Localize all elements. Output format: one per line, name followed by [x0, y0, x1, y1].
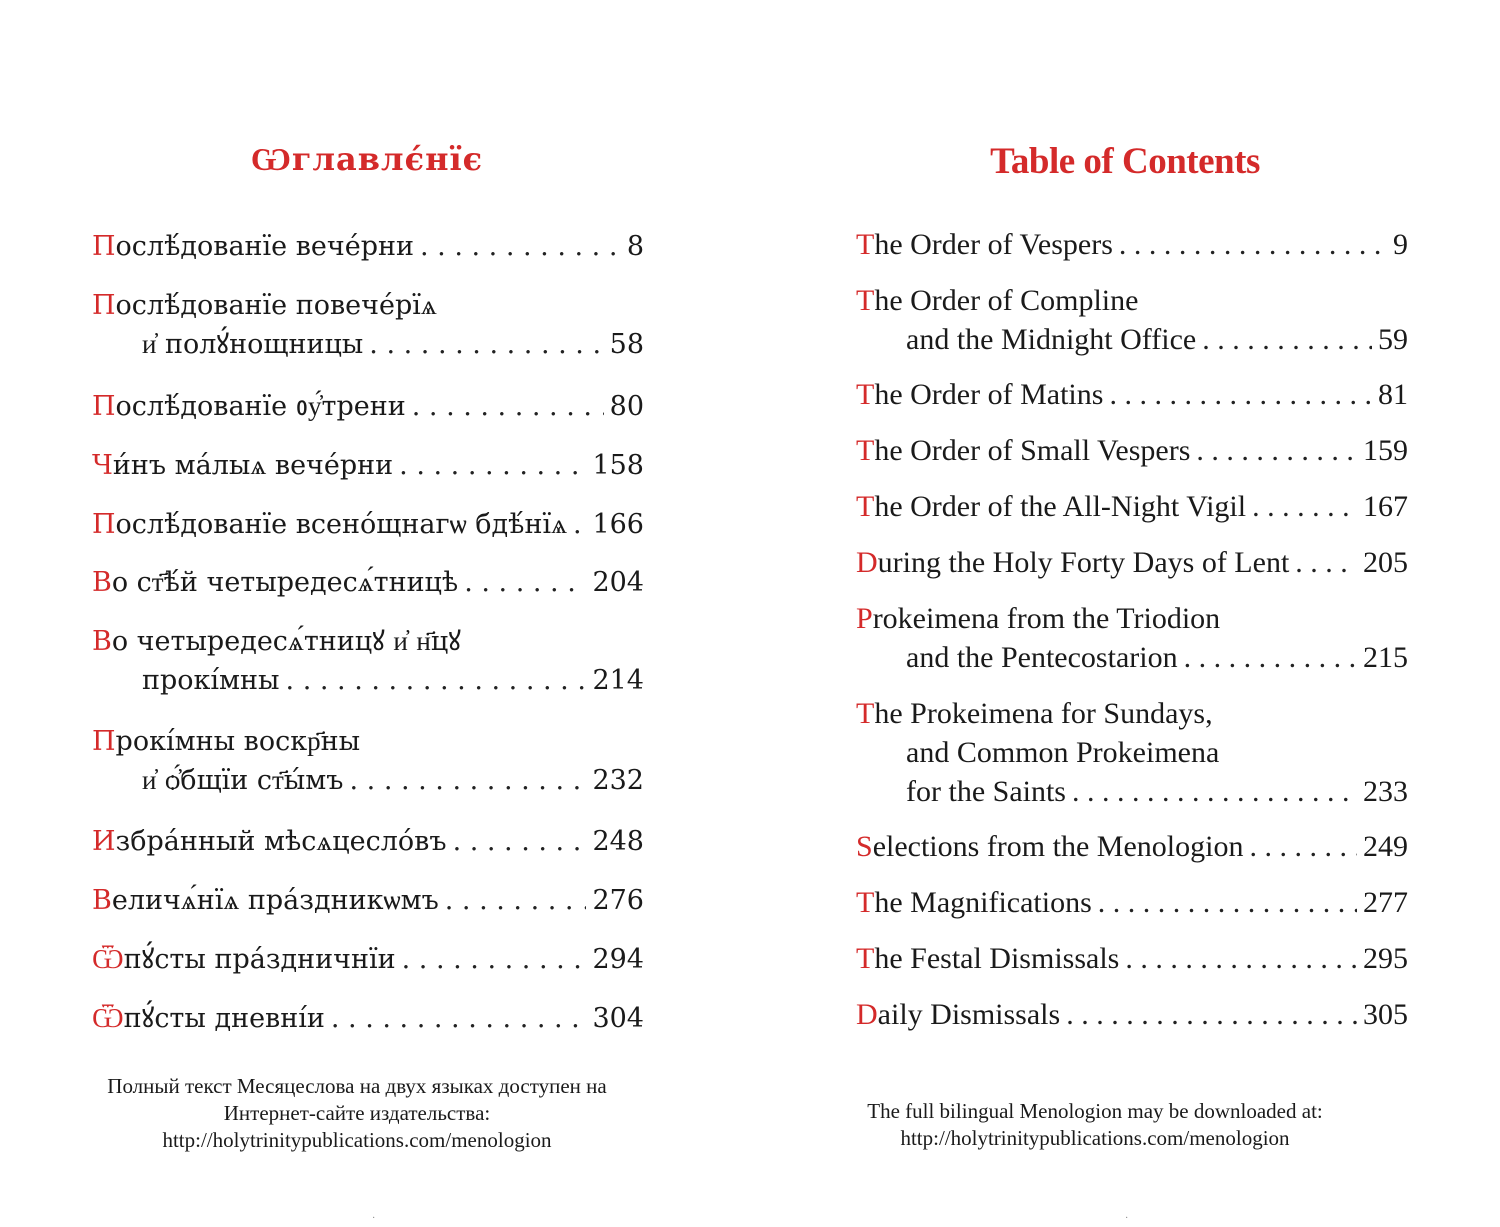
drop-initial: T	[856, 886, 875, 919]
toc-entry-title	[856, 543, 1289, 582]
toc-page-number: 8	[626, 231, 644, 262]
toc-entry-text: рокі́мны воскр҃ны	[115, 726, 361, 757]
drop-initial: T	[856, 284, 875, 317]
toc-entry-line	[92, 563, 644, 602]
toc-entry[interactable]	[92, 505, 644, 544]
toc-entry-title	[856, 694, 1213, 733]
toc-page-number: 304	[592, 1003, 644, 1034]
toc-entry[interactable]	[856, 939, 1408, 978]
toc-entry-title	[856, 939, 1119, 978]
toc-entry-title	[92, 563, 458, 602]
dot-leader	[349, 761, 586, 800]
toc-entry-title	[906, 733, 1219, 772]
toc-entry-title	[92, 722, 360, 761]
toc-entry-continuation	[856, 772, 1408, 811]
dot-leader	[1249, 827, 1357, 866]
drop-initial: D	[856, 998, 878, 1031]
dot-leader	[402, 940, 587, 979]
toc-entry-text: прокі́мны	[142, 665, 280, 696]
toc-page-number: 233	[1363, 775, 1408, 808]
toc-entry-text: for the Saints	[906, 775, 1066, 808]
drop-initial: П	[92, 391, 116, 422]
toc-page-number: 215	[1363, 641, 1408, 674]
toc-entry-line	[92, 999, 644, 1038]
toc-page-number: 294	[592, 944, 644, 975]
drop-initial: В	[92, 885, 112, 916]
toc-entry-line	[92, 387, 644, 426]
drop-initial: S	[856, 830, 873, 863]
drop-initial: Ч	[92, 450, 113, 481]
toc-entry-text: aily Dismissals	[877, 998, 1061, 1031]
dot-leader	[573, 505, 586, 544]
drop-initial: Ѿ	[92, 1003, 124, 1034]
toc-entry-text: he Festal Dismissals	[874, 942, 1120, 975]
dot-leader	[1295, 543, 1357, 582]
left-footnote-line: Интернет-сайте издательства:	[223, 1101, 491, 1125]
toc-entry-line	[92, 446, 644, 485]
toc-entry-line	[92, 722, 644, 761]
dot-leader	[1119, 225, 1387, 264]
toc-entry-line	[92, 622, 644, 661]
toc-entry-line	[92, 286, 644, 325]
toc-entry-text: he Order of Vespers	[874, 228, 1113, 261]
toc-entry-title	[92, 286, 437, 325]
toc-entry-text: еличѧ́нїѧ пра́здникѡмъ	[111, 885, 439, 916]
right-footnote-url: http://holytrinitypublications.com/menologion	[900, 1126, 1290, 1150]
toc-entry-text: and the Pentecostarion	[906, 641, 1178, 674]
toc-entry-line	[92, 227, 644, 266]
drop-initial: В	[92, 626, 112, 657]
toc-entry-title	[906, 638, 1178, 677]
toc-entry-line	[856, 543, 1408, 582]
drop-initial: В	[92, 567, 112, 598]
dot-leader	[1066, 995, 1357, 1034]
toc-entry-title	[92, 881, 439, 920]
toc-entry-line	[856, 599, 1408, 638]
toc-entry-title	[142, 761, 343, 800]
toc-entry-line	[856, 939, 1408, 978]
drop-initial: П	[92, 290, 116, 321]
drop-initial: T	[856, 942, 875, 975]
toc-entry-title	[856, 599, 1220, 638]
dot-leader	[1196, 431, 1357, 470]
drop-initial: T	[856, 378, 875, 411]
toc-entry-text: rokeimena from the Triodion	[872, 602, 1221, 635]
dot-leader	[369, 325, 603, 364]
toc-entry-title	[856, 375, 1103, 414]
toc-entry[interactable]	[92, 286, 644, 364]
dot-leader	[445, 881, 587, 920]
toc-entry-title	[856, 487, 1246, 526]
toc-entry-title	[856, 431, 1190, 470]
toc-entry-title	[92, 622, 461, 661]
toc-entry-line	[856, 225, 1408, 264]
dot-leader	[286, 661, 587, 700]
toc-entry[interactable]	[856, 995, 1408, 1034]
toc-entry-title	[92, 387, 406, 426]
toc-entry-text: ослѣ́дованїе вече́рни	[115, 231, 415, 262]
toc-entry-title	[906, 772, 1066, 811]
toc-entry-text: о четыредесѧ́тницꙋ и҆ н҃цꙋ	[111, 626, 461, 657]
dot-leader	[1098, 883, 1357, 922]
toc-entry-title	[92, 227, 414, 266]
left-footnote-line: Полный текст Месяцеслова на двух языках доступен на	[107, 1074, 607, 1098]
toc-entry-title	[856, 827, 1243, 866]
toc-entry-line	[92, 940, 644, 979]
dot-leader	[453, 822, 587, 861]
toc-entry[interactable]	[92, 446, 644, 485]
toc-entry-text: he Order of Compline	[874, 284, 1139, 317]
dot-leader	[1125, 939, 1357, 978]
toc-page-number: 9	[1393, 228, 1408, 261]
toc-entry[interactable]	[856, 487, 1408, 526]
toc-entry-title	[856, 883, 1092, 922]
toc-entry-title	[856, 281, 1138, 320]
toc-entry-continuation	[92, 325, 644, 364]
toc-entry-text: he Order of Small Vespers	[874, 434, 1191, 467]
toc-entry-text: и́нъ ма́лыѧ вече́рни	[112, 450, 394, 481]
toc-entry[interactable]	[92, 622, 644, 700]
toc-entry[interactable]	[856, 883, 1408, 922]
dot-leader	[1109, 375, 1372, 414]
dot-leader	[399, 446, 586, 485]
toc-entry[interactable]	[856, 225, 1408, 264]
right-folio-mark: ·	[1125, 1213, 1129, 1224]
toc-entry-text: and the Midnight Office	[906, 323, 1197, 356]
toc-entry-title	[92, 940, 396, 979]
toc-entry-text: he Prokeimena for Sundays,	[874, 697, 1213, 730]
toc-entry[interactable]	[92, 940, 644, 979]
dot-leader	[420, 227, 621, 266]
toc-entry-title	[906, 320, 1196, 359]
toc-page-number: 167	[1363, 490, 1408, 523]
toc-page-number: 232	[592, 765, 644, 796]
drop-initial: И	[92, 826, 116, 857]
toc-entry-title	[92, 822, 447, 861]
left-page-title: Ѡглавлє́нїє	[250, 140, 484, 178]
toc-entry[interactable]	[92, 563, 644, 602]
toc-entry-text: пꙋ́сты пра́здничнїи	[123, 944, 396, 975]
left-footnote-url: http://holytrinitypublications.com/menologion	[162, 1128, 552, 1152]
toc-entry[interactable]	[856, 599, 1408, 677]
dot-leader	[412, 387, 604, 426]
dot-leader	[1072, 772, 1357, 811]
dot-leader	[1184, 638, 1357, 677]
toc-entry[interactable]	[92, 822, 644, 861]
toc-entry-text: he Order of Matins	[874, 378, 1104, 411]
dot-leader	[1202, 320, 1372, 359]
toc-entry[interactable]	[856, 375, 1408, 414]
toc-entry[interactable]	[92, 387, 644, 426]
toc-entry[interactable]	[92, 227, 644, 266]
toc-entry-text: he Magnifications	[874, 886, 1092, 919]
toc-entry[interactable]	[856, 281, 1408, 359]
toc-entry-text: и҆ ѻ҆́бщїи ст҃ы́мъ	[142, 765, 344, 796]
toc-page-number: 248	[592, 826, 644, 857]
drop-initial: D	[856, 546, 878, 579]
left-footnote	[0, 1073, 732, 1154]
toc-entry-line	[92, 822, 644, 861]
toc-entry-continuation	[92, 761, 644, 800]
drop-initial: Ѿ	[92, 944, 124, 975]
toc-page-number: 158	[592, 450, 644, 481]
dot-leader	[331, 999, 587, 1038]
toc-entry[interactable]	[856, 694, 1408, 811]
toc-page-number: 81	[1378, 378, 1408, 411]
toc-entry-continuation	[856, 733, 1408, 772]
toc-entry-line	[92, 505, 644, 544]
toc-entry-text: пꙋ́сты дневні́и	[123, 1003, 325, 1034]
drop-initial: П	[92, 509, 116, 540]
toc-entry-title	[856, 225, 1113, 264]
toc-entry-title	[92, 505, 567, 544]
toc-page-number: 305	[1363, 998, 1408, 1031]
toc-entry-line	[92, 881, 644, 920]
toc-entry-line	[856, 694, 1408, 733]
dot-leader	[464, 563, 586, 602]
toc-page-number: 277	[1363, 886, 1408, 919]
drop-initial: P	[856, 602, 873, 635]
right-page-title: Table of Contents	[990, 141, 1260, 182]
toc-entry-continuation	[856, 638, 1408, 677]
toc-entry-line	[856, 281, 1408, 320]
drop-initial: T	[856, 228, 875, 261]
toc-entry-text: uring the Holy Forty Days of Lent	[877, 546, 1290, 579]
toc-page-number: 204	[592, 567, 644, 598]
right-page	[750, 0, 1500, 1227]
dot-leader	[1252, 487, 1357, 526]
toc-page-number: 249	[1363, 830, 1408, 863]
drop-initial: П	[92, 231, 116, 262]
toc-page-number: 295	[1363, 942, 1408, 975]
toc-entry-text: he Order of the All-Night Vigil	[874, 490, 1247, 523]
toc-entry[interactable]	[856, 543, 1408, 582]
toc-entry-line	[856, 827, 1408, 866]
toc-entry-text: elections from the Menologion	[872, 830, 1244, 863]
toc-entry-title	[142, 325, 363, 364]
toc-entry[interactable]	[92, 999, 644, 1038]
toc-entry-line	[856, 487, 1408, 526]
toc-entry[interactable]	[92, 881, 644, 920]
toc-entry-text: ослѣ́дованїе ᲂу҆́трени	[115, 391, 406, 422]
toc-entry-continuation	[92, 661, 644, 700]
toc-entry-line	[856, 375, 1408, 414]
drop-initial: T	[856, 697, 875, 730]
toc-entry-line	[856, 431, 1408, 470]
toc-page-number: 59	[1378, 323, 1408, 356]
right-footnote-line: The full bilingual Menologion may be downloaded at:	[867, 1099, 1323, 1123]
toc-page-number: 80	[609, 391, 644, 422]
toc-entry-title	[142, 661, 280, 700]
toc-entry-continuation	[856, 320, 1408, 359]
toc-page-number: 276	[592, 885, 644, 916]
toc-page-number: 214	[592, 665, 644, 696]
toc-entry-line	[856, 995, 1408, 1034]
toc-entry-text: ослѣ́дованїе повече́рїѧ	[115, 290, 437, 321]
toc-entry-title	[92, 446, 393, 485]
left-folio-mark: ·	[372, 1213, 376, 1224]
toc-entry-title	[856, 995, 1060, 1034]
drop-initial: П	[92, 726, 116, 757]
toc-entry-text: ослѣ́дованїе всено́щнагѡ бдѣ́нїѧ	[115, 509, 568, 540]
toc-entry[interactable]	[856, 431, 1408, 470]
toc-entry-line	[856, 883, 1408, 922]
toc-entry[interactable]	[856, 827, 1408, 866]
drop-initial: T	[856, 434, 875, 467]
drop-initial: T	[856, 490, 875, 523]
toc-page-number: 166	[592, 509, 644, 540]
toc-page-number: 159	[1363, 434, 1408, 467]
toc-page-number: 58	[609, 329, 644, 360]
toc-entry[interactable]	[92, 722, 644, 800]
toc-entry-text: збра́нный мѣсѧцесло́въ	[115, 826, 447, 857]
right-footnote	[720, 1098, 1470, 1152]
toc-entry-title	[92, 999, 325, 1038]
toc-entry-text: and Common Prokeimena	[906, 736, 1220, 769]
toc-entry-text: о ст҃ѣ́й четыредесѧ́тницѣ	[111, 567, 459, 598]
toc-page-number: 205	[1363, 546, 1408, 579]
toc-entry-text: и҆ полꙋ́нощницы	[142, 329, 364, 360]
